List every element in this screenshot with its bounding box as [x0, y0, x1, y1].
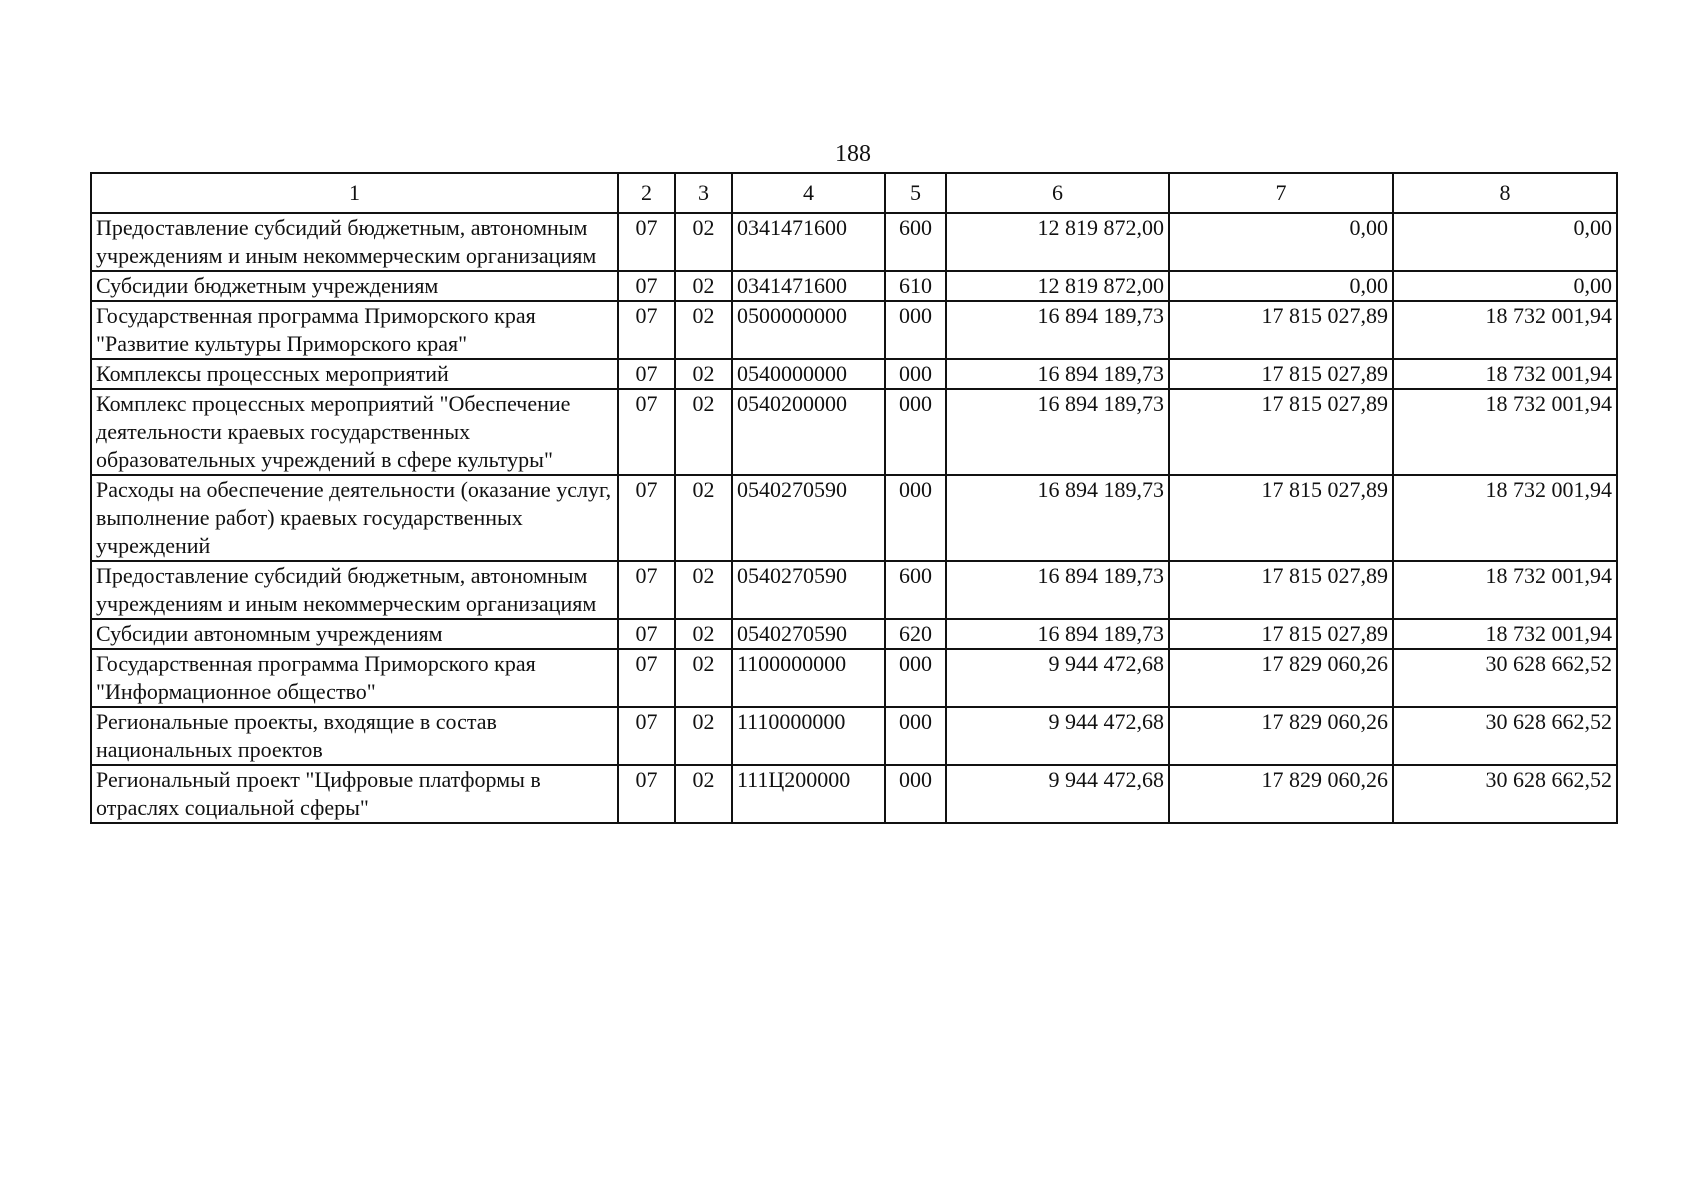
section-code-cell: 07	[618, 389, 675, 475]
target-article-cell: 0500000000	[732, 301, 885, 359]
target-article-cell: 0341471600	[732, 271, 885, 301]
amount-col8-cell: 30 628 662,52	[1393, 707, 1617, 765]
expense-type-cell: 600	[885, 561, 946, 619]
section-code-cell: 07	[618, 271, 675, 301]
table-row	[91, 359, 1617, 389]
amount-col8-cell: 18 732 001,94	[1393, 619, 1617, 649]
table-row	[91, 619, 1617, 649]
column-header: 5	[885, 173, 946, 213]
expense-type-cell: 000	[885, 389, 946, 475]
subsection-code-cell: 02	[675, 475, 732, 561]
column-header: 4	[732, 173, 885, 213]
section-code-cell: 07	[618, 765, 675, 823]
target-article-cell: 1110000000	[732, 707, 885, 765]
subsection-code-cell: 02	[675, 765, 732, 823]
amount-col8-cell: 18 732 001,94	[1393, 359, 1617, 389]
target-article-cell: 0540270590	[732, 475, 885, 561]
amount-col7-cell: 17 815 027,89	[1169, 359, 1393, 389]
expense-type-cell: 000	[885, 765, 946, 823]
subsection-code-cell: 02	[675, 359, 732, 389]
amount-col8-cell: 18 732 001,94	[1393, 561, 1617, 619]
budget-table	[90, 172, 1618, 824]
amount-col7-cell: 17 829 060,26	[1169, 765, 1393, 823]
row-name-cell: Субсидии автономным учреждениям	[91, 619, 618, 649]
amount-col8-cell: 18 732 001,94	[1393, 389, 1617, 475]
expense-type-cell: 000	[885, 475, 946, 561]
amount-col6-cell: 12 819 872,00	[946, 213, 1169, 271]
table-body	[91, 213, 1617, 823]
amount-col8-cell: 18 732 001,94	[1393, 475, 1617, 561]
subsection-code-cell: 02	[675, 649, 732, 707]
subsection-code-cell: 02	[675, 213, 732, 271]
amount-col7-cell: 17 815 027,89	[1169, 389, 1393, 475]
subsection-code-cell: 02	[675, 619, 732, 649]
amount-col8-cell: 0,00	[1393, 213, 1617, 271]
column-header: 7	[1169, 173, 1393, 213]
subsection-code-cell: 02	[675, 389, 732, 475]
row-name-cell: Государственная программа Приморского края "Развитие культуры Приморского края"	[91, 301, 618, 359]
table-row	[91, 475, 1617, 561]
expense-type-cell: 610	[885, 271, 946, 301]
table-header-row	[91, 173, 1617, 213]
table-row	[91, 649, 1617, 707]
amount-col6-cell: 9 944 472,68	[946, 649, 1169, 707]
column-header: 1	[91, 173, 618, 213]
row-name-cell: Предоставление субсидий бюджетным, автономным учреждениям и иным некоммерческим организациям	[91, 213, 618, 271]
column-header: 6	[946, 173, 1169, 213]
amount-col7-cell: 17 815 027,89	[1169, 475, 1393, 561]
expense-type-cell: 000	[885, 359, 946, 389]
target-article-cell: 111Ц200000	[732, 765, 885, 823]
expense-type-cell: 000	[885, 301, 946, 359]
row-name-cell: Комплексы процессных мероприятий	[91, 359, 618, 389]
amount-col7-cell: 17 829 060,26	[1169, 707, 1393, 765]
row-name-cell: Региональные проекты, входящие в состав национальных проектов	[91, 707, 618, 765]
expense-type-cell: 620	[885, 619, 946, 649]
amount-col8-cell: 30 628 662,52	[1393, 765, 1617, 823]
table-row	[91, 271, 1617, 301]
table-row	[91, 389, 1617, 475]
target-article-cell: 0540270590	[732, 619, 885, 649]
page-number: 188	[835, 141, 871, 167]
subsection-code-cell: 02	[675, 271, 732, 301]
table-row	[91, 561, 1617, 619]
amount-col6-cell: 12 819 872,00	[946, 271, 1169, 301]
section-code-cell: 07	[618, 475, 675, 561]
amount-col7-cell: 0,00	[1169, 271, 1393, 301]
table-row	[91, 213, 1617, 271]
target-article-cell: 0540000000	[732, 359, 885, 389]
expense-type-cell: 000	[885, 649, 946, 707]
row-name-cell: Расходы на обеспечение деятельности (оказание услуг, выполнение работ) краевых государственных учреждений	[91, 475, 618, 561]
expense-type-cell: 600	[885, 213, 946, 271]
table-row	[91, 765, 1617, 823]
amount-col6-cell: 16 894 189,73	[946, 389, 1169, 475]
amount-col8-cell: 0,00	[1393, 271, 1617, 301]
amount-col6-cell: 16 894 189,73	[946, 561, 1169, 619]
target-article-cell: 0540200000	[732, 389, 885, 475]
expense-type-cell: 000	[885, 707, 946, 765]
row-name-cell: Комплекс процессных мероприятий "Обеспечение деятельности краевых государственных образовательных учреждений в сфере культуры"	[91, 389, 618, 475]
subsection-code-cell: 02	[675, 707, 732, 765]
amount-col8-cell: 18 732 001,94	[1393, 301, 1617, 359]
column-header: 8	[1393, 173, 1617, 213]
section-code-cell: 07	[618, 619, 675, 649]
section-code-cell: 07	[618, 649, 675, 707]
section-code-cell: 07	[618, 301, 675, 359]
column-header: 2	[618, 173, 675, 213]
column-header: 3	[675, 173, 732, 213]
row-name-cell: Государственная программа Приморского края "Информационное общество"	[91, 649, 618, 707]
table-row	[91, 707, 1617, 765]
table-row	[91, 301, 1617, 359]
amount-col8-cell: 30 628 662,52	[1393, 649, 1617, 707]
row-name-cell: Предоставление субсидий бюджетным, автономным учреждениям и иным некоммерческим организациям	[91, 561, 618, 619]
target-article-cell: 0540270590	[732, 561, 885, 619]
amount-col6-cell: 16 894 189,73	[946, 475, 1169, 561]
amount-col6-cell: 16 894 189,73	[946, 359, 1169, 389]
row-name-cell: Региональный проект "Цифровые платформы в отраслях социальной сферы"	[91, 765, 618, 823]
amount-col6-cell: 9 944 472,68	[946, 707, 1169, 765]
section-code-cell: 07	[618, 707, 675, 765]
target-article-cell: 0341471600	[732, 213, 885, 271]
row-name-cell: Субсидии бюджетным учреждениям	[91, 271, 618, 301]
amount-col6-cell: 16 894 189,73	[946, 619, 1169, 649]
target-article-cell: 1100000000	[732, 649, 885, 707]
amount-col7-cell: 0,00	[1169, 213, 1393, 271]
amount-col7-cell: 17 815 027,89	[1169, 301, 1393, 359]
amount-col7-cell: 17 815 027,89	[1169, 561, 1393, 619]
section-code-cell: 07	[618, 359, 675, 389]
amount-col7-cell: 17 829 060,26	[1169, 649, 1393, 707]
amount-col7-cell: 17 815 027,89	[1169, 619, 1393, 649]
section-code-cell: 07	[618, 561, 675, 619]
subsection-code-cell: 02	[675, 561, 732, 619]
amount-col6-cell: 16 894 189,73	[946, 301, 1169, 359]
amount-col6-cell: 9 944 472,68	[946, 765, 1169, 823]
section-code-cell: 07	[618, 213, 675, 271]
subsection-code-cell: 02	[675, 301, 732, 359]
